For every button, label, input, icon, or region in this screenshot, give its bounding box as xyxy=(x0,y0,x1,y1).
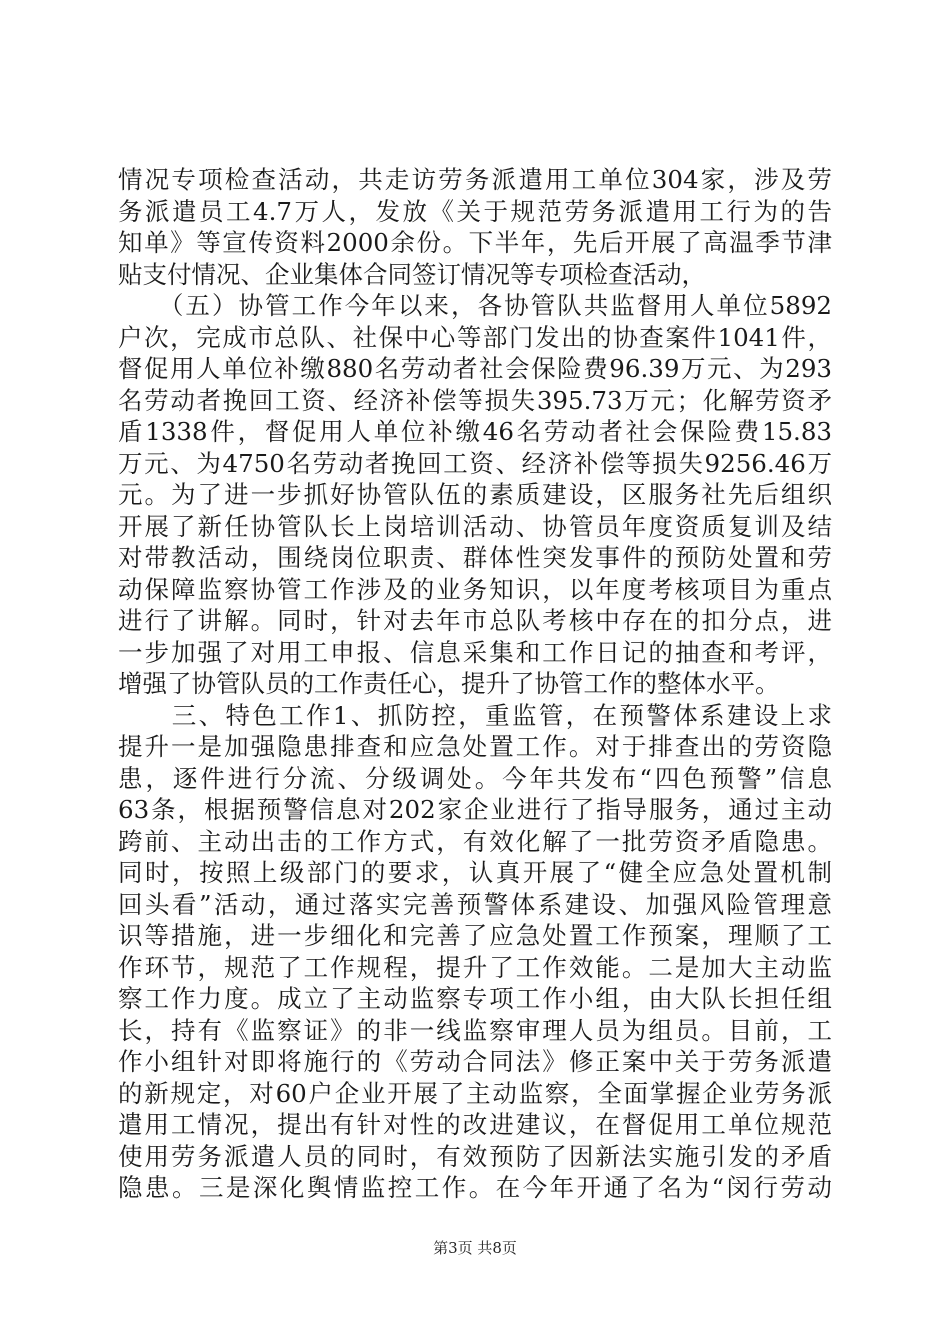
text-line: 的新规定，对60户企业开展了主动监察，全面掌握企业劳务派 xyxy=(118,1078,832,1108)
text-line: 对带教活动，围绕岗位职责、群体性突发事件的预防处置和劳 xyxy=(118,543,832,572)
text-line: 一步加强了对用工申报、信息采集和工作日记的抽查和考评， xyxy=(118,637,832,667)
text-line: 长，持有《监察证》的非一线监察审理人员为组员。目前，工 xyxy=(118,1015,832,1045)
text-line: 同时，按照上级部门的要求，认真开展了“健全应急处置机制 xyxy=(118,858,832,887)
text-line: 提升一是加强隐患排查和应急处置工作。对于排查出的劳资隐 xyxy=(118,732,832,761)
text-line: 作环节，规范了工作规程，提升了工作效能。二是加大主动监 xyxy=(118,952,832,982)
page-number: 第3页 共8页 xyxy=(433,1239,517,1257)
text-line: 动保障监察协管工作涉及的业务知识，以年度考核项目为重点 xyxy=(118,574,832,604)
text-line: 情况专项检查活动，共走访劳务派遣用工单位304家，涉及劳 xyxy=(118,165,832,194)
text-line: 务派遣员工4.7万人，发放《关于规范劳务派遣用工行为的告 xyxy=(118,196,832,226)
text-line: 元。为了进一步抓好协管队伍的素质建设，区服务社先后组织 xyxy=(118,480,832,509)
text-line: 三、特色工作1、抓防控，重监管，在预警体系建设上求 xyxy=(118,700,832,730)
text-line: 增强了协管队员的工作责任心，提升了协管工作的整体水平。 xyxy=(118,669,780,698)
text-line: （五）协管工作今年以来，各协管队共监督用人单位5892 xyxy=(118,291,832,320)
page-footer xyxy=(0,1238,950,1258)
text-line: 名劳动者挽回工资、经济补偿等损失395.73万元；化解劳资矛 xyxy=(118,385,832,415)
text-line: 督促用人单位补缴880名劳动者社会保险费96.39万元、为293 xyxy=(118,354,832,383)
text-line: 遣用工情况，提出有针对性的改进建议，在督促用工单位规范 xyxy=(118,1110,832,1139)
text-line: 跨前、主动出击的工作方式，有效化解了一批劳资矛盾隐患。 xyxy=(118,826,832,856)
text-line: 万元、为4750名劳动者挽回工资、经济补偿等损失9256.46万 xyxy=(118,448,832,478)
text-line: 回头看”活动，通过落实完善预警体系建设、加强风险管理意 xyxy=(118,889,832,919)
text-line: 63条，根据预警信息对202家企业进行了指导服务，通过主动 xyxy=(118,795,832,824)
text-line: 识等措施，进一步细化和完善了应急处置工作预案，理顺了工 xyxy=(118,921,832,950)
text-line: 知单》等宣传资料2000余份。下半年，先后开展了高温季节津 xyxy=(118,228,832,257)
text-line: 隐患。三是深化舆情监控工作。在今年开通了名为“闵行劳动 xyxy=(118,1173,832,1202)
text-line: 开展了新任协管队长上岗培训活动、协管员年度资质复训及结 xyxy=(118,511,832,541)
text-line: 贴支付情况、企业集体合同签订情况等专项检查活动， xyxy=(118,259,706,289)
text-line: 户次，完成市总队、社保中心等部门发出的协查案件1041件， xyxy=(118,322,832,352)
text-line: 患，逐件进行分流、分级调处。今年共发布“四色预警”信息 xyxy=(118,763,832,793)
text-line: 察工作力度。成立了主动监察专项工作小组，由大队长担任组 xyxy=(118,984,832,1013)
text-line: 使用劳务派遣人员的同时，有效预防了因新法实施引发的矛盾 xyxy=(118,1141,832,1171)
text-line: 作小组针对即将施行的《劳动合同法》修正案中关于劳务派遣 xyxy=(118,1047,832,1076)
text-line: 进行了讲解。同时，针对去年市总队考核中存在的扣分点，进 xyxy=(118,606,832,635)
text-line: 盾1338件，督促用人单位补缴46名劳动者社会保险费15.83 xyxy=(118,417,832,446)
document-body xyxy=(118,164,832,1204)
